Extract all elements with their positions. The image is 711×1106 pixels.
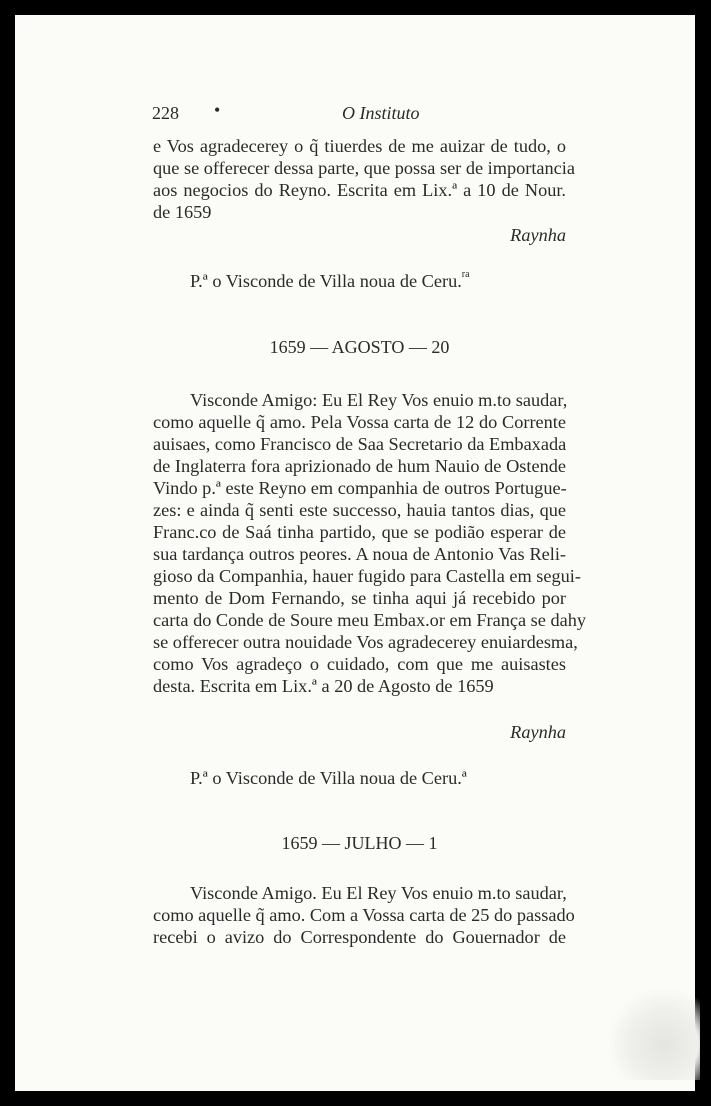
text-line: Franc.co de Saá tinha partido, que se podião esperar de: [153, 522, 566, 542]
text-line: como aquelle q̃ amo. Com a Vossa carta de 25 do passado: [153, 905, 575, 925]
letter1-body: [153, 135, 575, 223]
text-line: Vindo p.ª este Reyno em companhia de outros Portugue-: [153, 478, 567, 498]
letter1-signature: Raynha: [510, 225, 566, 245]
letter1-address: [190, 271, 470, 292]
letter2-date-heading: 1659 — AGOSTO — 20: [269, 337, 450, 357]
page-stain: [610, 990, 700, 1080]
address-text: P.ª o Visconde de Villa noua de Ceru.: [190, 271, 462, 291]
text-line: como aquelle q̃ amo. Pela Vossa carta de 12 do Corrente: [153, 412, 566, 432]
text-line: e Vos agradecerey o q̃ tiuerdes de me auizar de tudo, o: [153, 136, 566, 156]
text-line: de Inglaterra fora aprizionado de hum Nauio de Ostende: [153, 456, 566, 476]
text-line: que se offerecer dessa parte, que possa ser de importancia: [153, 158, 575, 178]
text-line: se offerecer outra nouidade Vos agradecerey enuiardesma,: [153, 632, 578, 652]
text-line: de 1659: [153, 202, 212, 222]
text-line: Visconde Amigo: Eu El Rey Vos enuio m.to saudar,: [190, 390, 568, 410]
letter2-signature: Raynha: [510, 722, 566, 742]
text-line: carta do Conde de Soure meu Embax.or em França se dahy: [153, 610, 587, 630]
letter3-body: [153, 882, 575, 948]
text-line: zes: e ainda q̃ senti este successo, hauia tantos dias, que: [153, 500, 566, 520]
text-line: auisaes, como Francisco de Saa Secretario da Embaxada: [153, 434, 567, 454]
letter2-address: P.ª o Visconde de Villa noua de Ceru.ª: [190, 768, 467, 788]
text-line: sua tardança outros peores. A noua de Antonio Vas Reli-: [153, 544, 566, 564]
text-line: recebi o avizo do Correspondente do Gouernador de: [153, 927, 566, 947]
address-superscript: ra: [461, 269, 470, 280]
text-line: como Vos agradeço o cuidado, com que me auisastes: [153, 654, 566, 674]
letter3-date-heading: 1659 — JULHO — 1: [281, 833, 438, 853]
text-line: Visconde Amigo. Eu El Rey Vos enuio m.to saudar,: [190, 883, 567, 903]
text-line: aos negocios do Reyno. Escrita em Lix.ª a 10 de Nour.: [153, 180, 566, 200]
running-header: [152, 100, 570, 129]
text-line: gioso da Companhia, hauer fugido para Castella em segui-: [153, 566, 581, 586]
running-title: O Instituto: [342, 103, 420, 123]
text-line: mento de Dom Fernando, se tinha aqui já recebido por: [153, 588, 566, 608]
header-dot: •: [214, 100, 221, 120]
letter2-body: [153, 389, 587, 697]
page-number: 228: [152, 103, 179, 123]
book-page: [15, 15, 695, 1091]
text-line: desta. Escrita em Lix.ª a 20 de Agosto de 1659: [153, 676, 494, 696]
